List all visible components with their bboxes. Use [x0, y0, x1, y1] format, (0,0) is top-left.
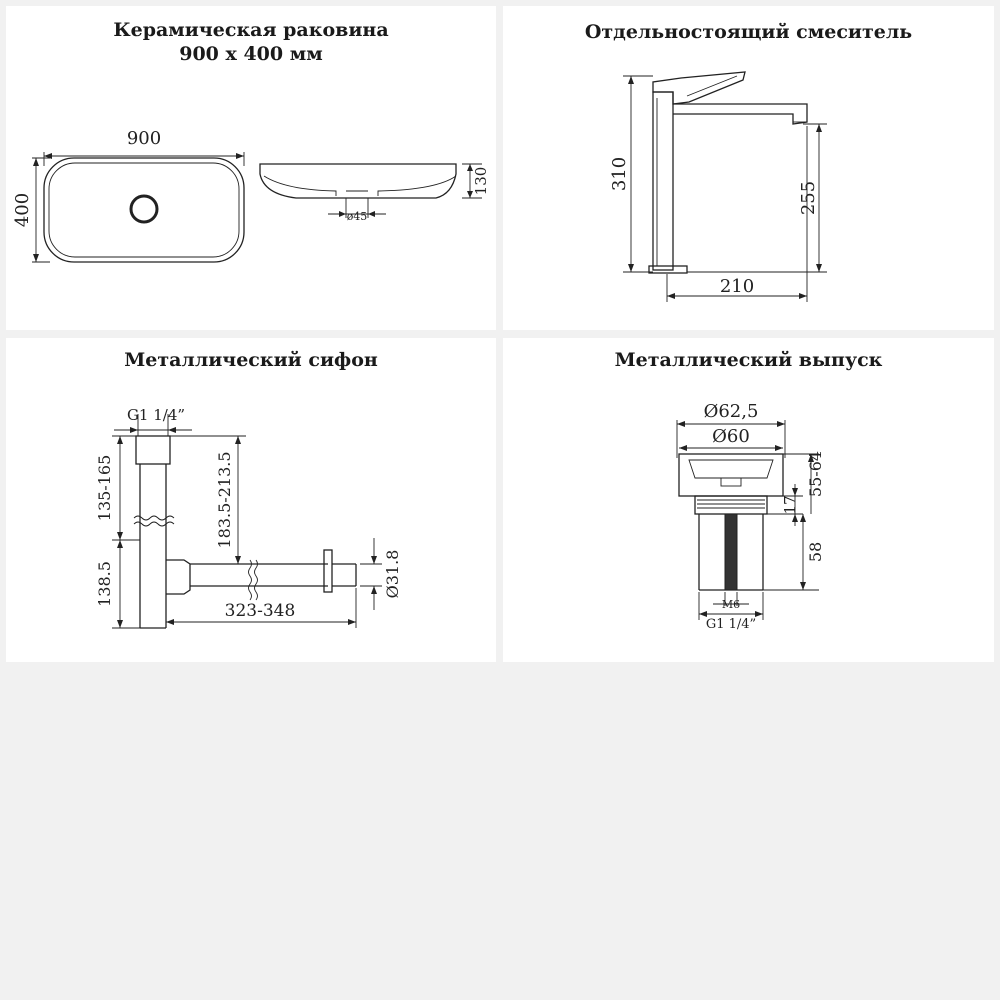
sink-top-view — [44, 158, 244, 262]
drain-dim-outer: Ø62,5 — [703, 401, 759, 422]
drain-dim-17: 17 — [781, 495, 799, 515]
drain-dim-inner: Ø60 — [712, 426, 750, 447]
siphon-drawing — [6, 338, 496, 662]
siphon-elbow — [166, 560, 190, 594]
faucet-dim-reach: 210 — [719, 276, 755, 297]
sink-dim-drain: ø45 — [346, 210, 368, 223]
drain-drawing — [503, 338, 994, 662]
sink-side-view — [260, 164, 456, 198]
drain-thread — [695, 496, 767, 514]
faucet-dim-spout-height: 255 — [798, 180, 819, 216]
sink-title-line1: Керамическая раковина — [113, 19, 389, 41]
siphon-top-fitting — [136, 436, 170, 464]
siphon-dim-lower: 138.5 — [95, 561, 114, 607]
sink-title-line2: 900 х 400 мм — [179, 43, 323, 65]
siphon-dim-horizontal: 323-348 — [224, 601, 296, 621]
sink-dim-depth: 130 — [472, 166, 490, 196]
faucet-panel — [503, 6, 994, 330]
siphon-dim-diameter: Ø31.8 — [383, 549, 402, 599]
faucet-spout — [673, 104, 807, 124]
siphon-dim-upper: 135-165 — [95, 454, 114, 522]
faucet-body — [653, 92, 673, 270]
drain-dim-bolt: M6 — [721, 598, 741, 611]
faucet-drawing — [503, 6, 994, 330]
sink-dim-height: 400 — [12, 192, 33, 228]
drain-dim-range: 55-64 — [806, 450, 825, 498]
drain-dim-58: 58 — [806, 541, 825, 563]
drain-dim-thread: G1 1/4” — [705, 617, 757, 632]
faucet-title: Отдельностоящий смеситель — [584, 21, 913, 43]
drain-bolt — [725, 514, 737, 590]
sink-drawing — [6, 6, 496, 330]
faucet-dim-height: 310 — [609, 156, 630, 192]
drain-panel — [503, 338, 994, 662]
siphon-dim-vertical: 183.5-213.5 — [215, 451, 234, 549]
siphon-title: Металлический сифон — [124, 349, 378, 371]
drain-title: Металлический выпуск — [614, 349, 883, 371]
empty-area — [0, 668, 1000, 1000]
faucet-handle — [653, 72, 745, 104]
siphon-panel — [6, 338, 496, 662]
siphon-dim-thread: G1 1/4” — [126, 406, 186, 424]
sink-drain-hole — [131, 196, 157, 222]
sink-dim-width: 900 — [126, 128, 162, 149]
sink-panel — [6, 6, 496, 330]
